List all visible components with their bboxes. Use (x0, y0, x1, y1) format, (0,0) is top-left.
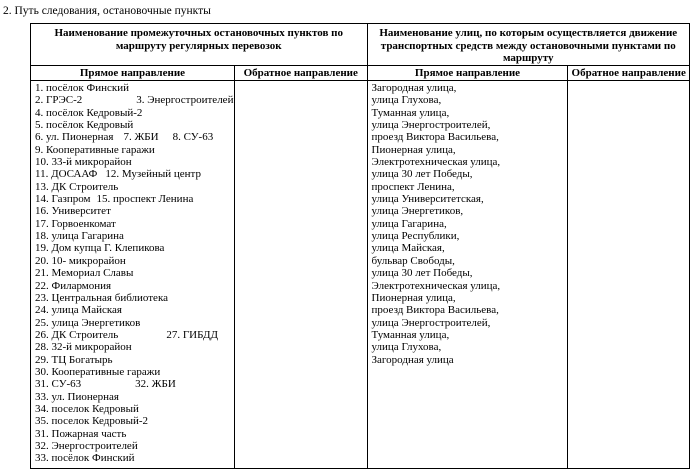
stop-item: 35. поселок Кедровый-2 (35, 415, 149, 428)
street-line: Пионерная улица, (371, 143, 456, 156)
stop-line (35, 354, 234, 366)
header-stops-forward: Прямое направление (31, 66, 235, 81)
section-heading: 2. Путь следования, остановочные пункты (3, 5, 211, 17)
street-line: проезд Виктора Васильева, (371, 304, 499, 317)
stop-item: 15. проспект Ленина (96, 193, 194, 206)
stops-reverse-list (234, 81, 367, 469)
stop-item: 23. Центральная библиотека (35, 291, 169, 304)
stop-line (35, 131, 234, 143)
stop-line (35, 304, 234, 316)
stop-line (35, 267, 234, 279)
street-line: улица Гагарина, (371, 217, 447, 230)
stop-item: 9. Кооперативные гаражи (35, 143, 155, 156)
stop-line (35, 366, 234, 378)
stop-line (35, 82, 234, 94)
stop-item: 31. СУ-63 (35, 378, 82, 391)
stop-item: 29. ТЦ Богатырь (35, 353, 113, 366)
header-streets-group: Наименование улиц, по которым осуществляется движение транспортных средств между остановочными пунктами по маршруту (367, 24, 689, 66)
stop-item: 16. Университет (35, 205, 111, 218)
header-stops-reverse: Обратное направление (234, 66, 367, 81)
stop-item: 7. ЖБИ (123, 131, 159, 144)
street-line: улица Энергостроителей, (371, 316, 491, 329)
stop-item: 19. Дом купца Г. Клепикова (35, 242, 165, 255)
stop-line (35, 378, 234, 390)
stops-forward-list (31, 81, 235, 469)
stop-line (35, 218, 234, 230)
street-line: улица Майская, (371, 242, 445, 255)
stop-line (35, 156, 234, 168)
stop-item: 13. ДК Строитель (35, 180, 119, 193)
street-line: улица Университетская, (371, 193, 484, 206)
stop-item: 33. ул. Пионерная (35, 390, 119, 403)
street-line: улица 30 лет Победы, (371, 267, 473, 280)
stop-item: 30. Кооперативные гаражи (35, 365, 161, 378)
stop-item: 3. Энергостроителей (136, 94, 234, 107)
stop-item: 32. Энергостроителей (35, 439, 138, 452)
stop-line (35, 94, 234, 106)
street-line: Электротехническая улица, (371, 279, 501, 292)
stop-item: 20. 10- микрорайон (35, 254, 126, 267)
stop-item: 32. ЖБИ (135, 378, 176, 391)
stop-line (35, 280, 234, 292)
stop-line (35, 329, 234, 341)
stop-item: 33. посёлок Финский (35, 452, 135, 465)
stop-item: 22. Филармония (35, 279, 112, 292)
route-table (30, 23, 690, 469)
street-line: проспект Ленина, (371, 180, 455, 193)
street-line: проезд Виктора Васильева, (371, 131, 499, 144)
stop-item: 4. посёлок Кедровый-2 (35, 106, 143, 119)
stop-line (35, 341, 234, 353)
stop-item: 18. улица Гагарина (35, 230, 124, 243)
stop-line (35, 181, 234, 193)
stop-line (35, 242, 234, 254)
stop-line (35, 193, 234, 205)
stop-item: 2. ГРЭС-2 (35, 94, 83, 107)
street-line: улица Энергетиков, (371, 205, 464, 218)
street-line: Электротехническая улица, (371, 156, 501, 169)
stop-line (35, 230, 234, 242)
stop-item: 12. Музейный центр (105, 168, 201, 181)
street-line: Загородная улица (371, 353, 454, 366)
stop-line (35, 440, 234, 452)
street-line: Туманная улица, (371, 106, 450, 119)
streets-forward-list (367, 81, 568, 469)
stop-line (35, 205, 234, 217)
stop-line (35, 452, 234, 464)
street-line: улица Республики, (371, 230, 460, 243)
stop-line (35, 255, 234, 267)
stop-line (35, 119, 234, 131)
stop-item: 10. 33-й микрорайон (35, 156, 132, 169)
street-line: Пионерная улица, (371, 291, 456, 304)
street-line: улица Глухова, (371, 94, 442, 107)
stop-line (35, 415, 234, 427)
stop-item: 28. 32-й микрорайон (35, 341, 132, 354)
street-line: улица 30 лет Победы, (371, 168, 473, 181)
stop-item: 17. Горвоенкомат (35, 217, 116, 230)
header-streets-forward: Прямое направление (367, 66, 568, 81)
street-line: Загородная улица, (371, 82, 457, 94)
stop-item: 24. улица Майская (35, 304, 122, 317)
stop-item: 14. Газпром (35, 193, 91, 206)
stop-line (35, 144, 234, 156)
stop-line (35, 292, 234, 304)
stop-item: 11. ДОСААФ (35, 168, 98, 181)
stop-item: 5. посёлок Кедровый (35, 119, 134, 132)
header-streets-reverse: Обратное направление (568, 66, 690, 81)
stop-item: 8. СУ-63 (172, 131, 214, 144)
stop-line (35, 403, 234, 415)
street-line: улица Глухова, (371, 341, 442, 354)
stop-line (35, 317, 234, 329)
stop-item: 21. Мемориал Славы (35, 267, 134, 280)
stop-line (35, 391, 234, 403)
street-line: Туманная улица, (371, 328, 450, 341)
stop-line (35, 168, 234, 180)
stop-line (35, 428, 234, 440)
stop-item: 25. улица Энергетиков (35, 316, 141, 329)
street-line: улица Энергостроителей, (371, 119, 491, 132)
street-line: бульвар Свободы, (371, 254, 455, 267)
header-stops-group: Наименование промежуточных остановочных пунктов по маршруту регулярных перевозок (31, 24, 368, 66)
stop-item: 1. посёлок Финский (35, 82, 129, 94)
stop-item: 34. поселок Кедровый (35, 402, 139, 415)
streets-reverse-list (568, 81, 690, 469)
stop-line (35, 107, 234, 119)
stop-item: 26. ДК Строитель (35, 328, 119, 341)
stop-item: 31. Пожарная часть (35, 427, 127, 440)
stop-item: 6. ул. Пионерная (35, 131, 114, 144)
stop-item: 27. ГИБДД (166, 328, 219, 341)
